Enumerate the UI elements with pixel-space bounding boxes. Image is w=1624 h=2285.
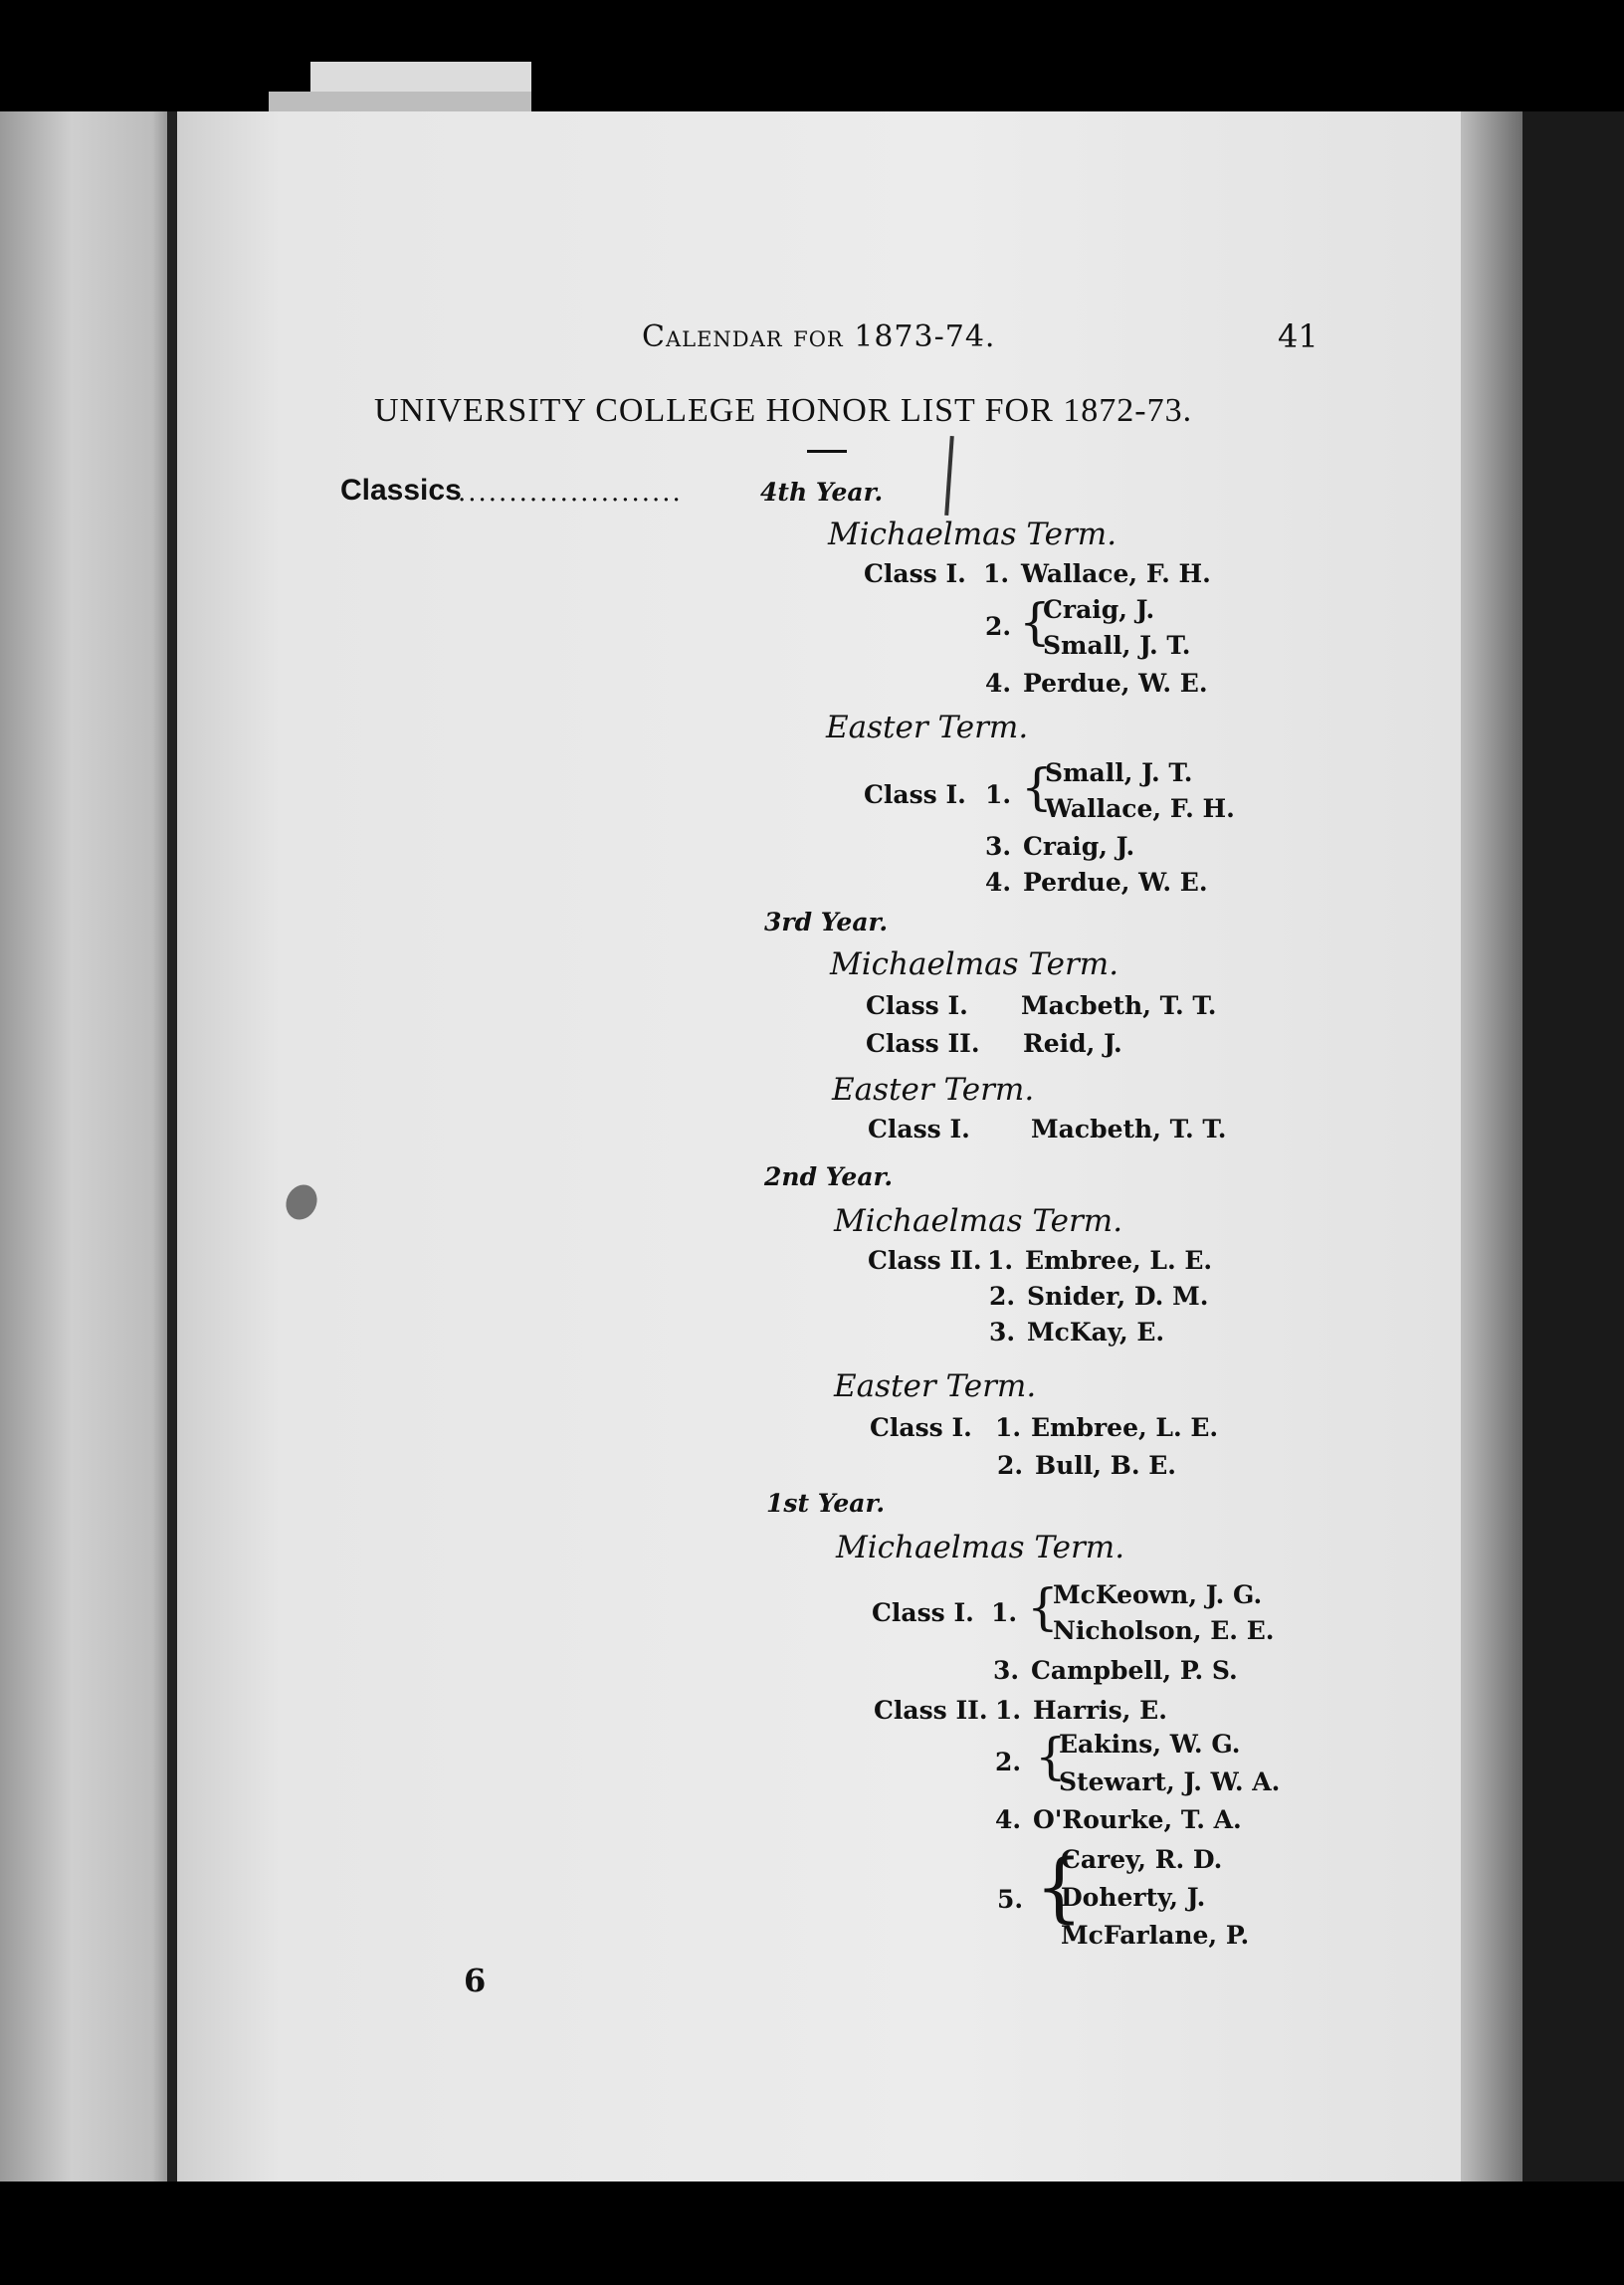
title-rule — [807, 450, 847, 453]
student-name: Snider, D. M. — [1027, 1282, 1209, 1311]
class-label: Class I. — [870, 1413, 972, 1442]
student-name: Campbell, P. S. — [1031, 1656, 1238, 1685]
rank: 2. — [985, 612, 1012, 641]
book-cover-edge — [1522, 111, 1624, 2181]
student-name: Perdue, W. E. — [1023, 669, 1208, 698]
term-heading: Michaelmas Term. — [836, 1530, 1125, 1565]
student-name: Wallace, F. H. — [1045, 794, 1235, 823]
right-page-edge — [1461, 111, 1522, 2181]
student-name: Small, J. T. — [1045, 758, 1193, 787]
term-heading: Easter Term. — [826, 710, 1029, 745]
year-heading: 2nd Year. — [764, 1162, 894, 1191]
student-name: O'Rourke, T. A. — [1033, 1805, 1242, 1834]
brace: { — [1035, 1842, 1084, 1931]
rank: 1. — [985, 780, 1012, 809]
rank: 1. — [987, 1246, 1014, 1275]
student-name: Nicholson, E. E. — [1053, 1616, 1275, 1645]
term-heading: Easter Term. — [832, 1072, 1035, 1108]
page-number: 41 — [1278, 317, 1319, 355]
brace: { — [1021, 758, 1053, 816]
term-heading: Michaelmas Term. — [830, 946, 1119, 982]
class-label: Class I. — [872, 1598, 974, 1627]
student-name: Doherty, J. — [1061, 1883, 1206, 1912]
class-label: Class I. — [864, 559, 966, 588]
student-name: Bull, B. E. — [1035, 1451, 1177, 1480]
brace: { — [1027, 1578, 1059, 1636]
class-label: Class II. — [874, 1696, 988, 1725]
student-name: Stewart, J. W. A. — [1059, 1767, 1281, 1796]
student-name: McKeown, J. G. — [1053, 1580, 1263, 1609]
rank: 3. — [989, 1318, 1016, 1347]
rank: 3. — [985, 832, 1012, 861]
student-name: Small, J. T. — [1043, 631, 1191, 660]
binding-gutter — [167, 111, 177, 2181]
student-name: Harris, E. — [1033, 1696, 1167, 1725]
brace: { — [1035, 1728, 1067, 1785]
class-label: Class I. — [866, 991, 968, 1020]
brace: { — [1019, 593, 1051, 651]
class-label: Class II. — [868, 1246, 982, 1275]
rank: 2. — [997, 1451, 1024, 1480]
year-heading: 1st Year. — [766, 1489, 886, 1518]
student-name: Reid, J. — [1023, 1029, 1122, 1058]
student-name: Craig, J. — [1023, 832, 1135, 861]
student-name: McKay, E. — [1027, 1318, 1165, 1347]
class-label: Class I. — [864, 780, 966, 809]
rank: 5. — [997, 1885, 1024, 1914]
page-tab-shadow — [269, 92, 531, 113]
rank: 1. — [991, 1598, 1018, 1627]
main-title: UNIVERSITY COLLEGE HONOR LIST FOR 1872-73. — [374, 392, 1193, 429]
term-heading: Michaelmas Term. — [834, 1203, 1123, 1239]
student-name: Wallace, F. H. — [1021, 559, 1211, 588]
term-heading: Michaelmas Term. — [828, 517, 1117, 552]
student-name: McFarlane, P. — [1061, 1921, 1250, 1950]
rank: 1. — [995, 1696, 1022, 1725]
student-name: Embree, L. E. — [1031, 1413, 1219, 1442]
student-name: Macbeth, T. T. — [1031, 1115, 1227, 1143]
student-name: Embree, L. E. — [1025, 1246, 1213, 1275]
student-name: Craig, J. — [1043, 595, 1155, 624]
rank: 1. — [983, 559, 1010, 588]
subject-heading: Classics — [340, 474, 462, 507]
term-heading: Easter Term. — [834, 1368, 1037, 1404]
year-heading: 4th Year. — [760, 478, 884, 507]
year-heading: 3rd Year. — [764, 908, 889, 936]
student-name: Carey, R. D. — [1061, 1845, 1223, 1874]
rank: 1. — [995, 1413, 1022, 1442]
running-head-title: Calendar for 1873-74. — [642, 319, 996, 354]
left-page-edge — [0, 111, 179, 2181]
rank: 3. — [993, 1656, 1020, 1685]
rank: 4. — [995, 1805, 1022, 1834]
rank: 4. — [985, 669, 1012, 698]
rank: 4. — [985, 868, 1012, 897]
rank: 2. — [995, 1748, 1022, 1776]
signature-mark: 6 — [464, 1962, 487, 1999]
class-label: Class I. — [868, 1115, 970, 1143]
student-name: Eakins, W. G. — [1059, 1730, 1241, 1759]
student-name: Perdue, W. E. — [1023, 868, 1208, 897]
class-label: Class II. — [866, 1029, 980, 1058]
student-name: Macbeth, T. T. — [1021, 991, 1217, 1020]
subject-leader: ...................... — [458, 478, 683, 508]
rank: 2. — [989, 1282, 1016, 1311]
